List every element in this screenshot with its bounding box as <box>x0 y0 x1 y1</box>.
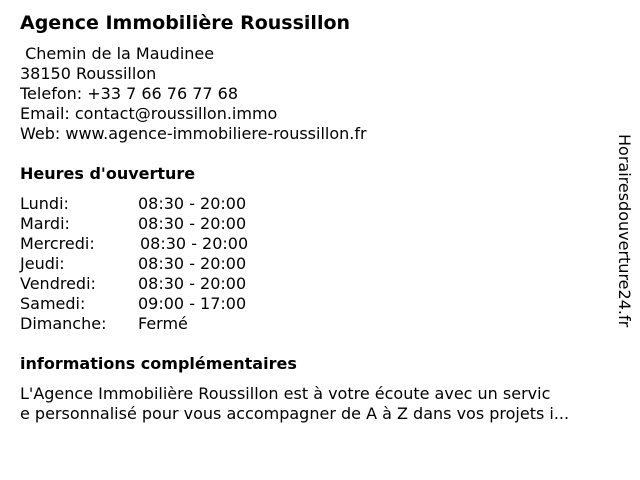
additional-info-heading: informations complémentaires <box>20 354 297 373</box>
day-label: Jeudi: <box>20 254 65 273</box>
day-label: Dimanche: <box>20 314 107 333</box>
address-city: 38150 Roussillon <box>20 64 157 83</box>
time-value: 08:30 - 20:00 <box>140 234 249 253</box>
additional-info-text <box>20 384 620 424</box>
time-value: 09:00 - 17:00 <box>138 294 247 313</box>
hours-row-monday <box>20 194 320 214</box>
opening-hours-heading: Heures d'ouverture <box>20 164 196 183</box>
day-label: Vendredi: <box>20 274 96 293</box>
day-label: Samedi: <box>20 294 86 313</box>
time-value: 08:30 - 20:00 <box>138 214 247 233</box>
website: Web: www.agence-immobiliere-roussillon.fr <box>20 124 367 143</box>
hours-row-saturday <box>20 294 320 314</box>
email-address: Email: contact@roussillon.immo <box>20 104 278 123</box>
hours-row-friday <box>20 274 320 294</box>
hours-row-tuesday <box>20 214 320 234</box>
contact-block <box>20 44 367 144</box>
hours-row-wednesday <box>20 234 320 254</box>
time-value: 08:30 - 20:00 <box>138 274 247 293</box>
info-line: L'Agence Immobilière Roussillon est à votre écoute avec un servic <box>20 384 551 403</box>
info-line: e personnalisé pour vous accompagner de A à Z dans vos projets i... <box>20 404 570 423</box>
day-label: Mercredi: <box>20 234 95 253</box>
time-value: 08:30 - 20:00 <box>138 254 247 273</box>
time-value: Fermé <box>138 314 188 333</box>
hours-row-thursday <box>20 254 320 274</box>
agency-name: Agence Immobilière Roussillon <box>20 12 351 34</box>
day-label: Lundi: <box>20 194 69 213</box>
address-street: Chemin de la Maudinee <box>20 44 215 63</box>
opening-hours-table <box>20 194 320 334</box>
phone-number: Telefon: +33 7 66 76 77 68 <box>20 84 239 103</box>
day-label: Mardi: <box>20 214 70 233</box>
time-value: 08:30 - 20:00 <box>138 194 247 213</box>
site-watermark: Horairesdouverture24.fr <box>615 134 634 328</box>
hours-row-sunday <box>20 314 320 334</box>
